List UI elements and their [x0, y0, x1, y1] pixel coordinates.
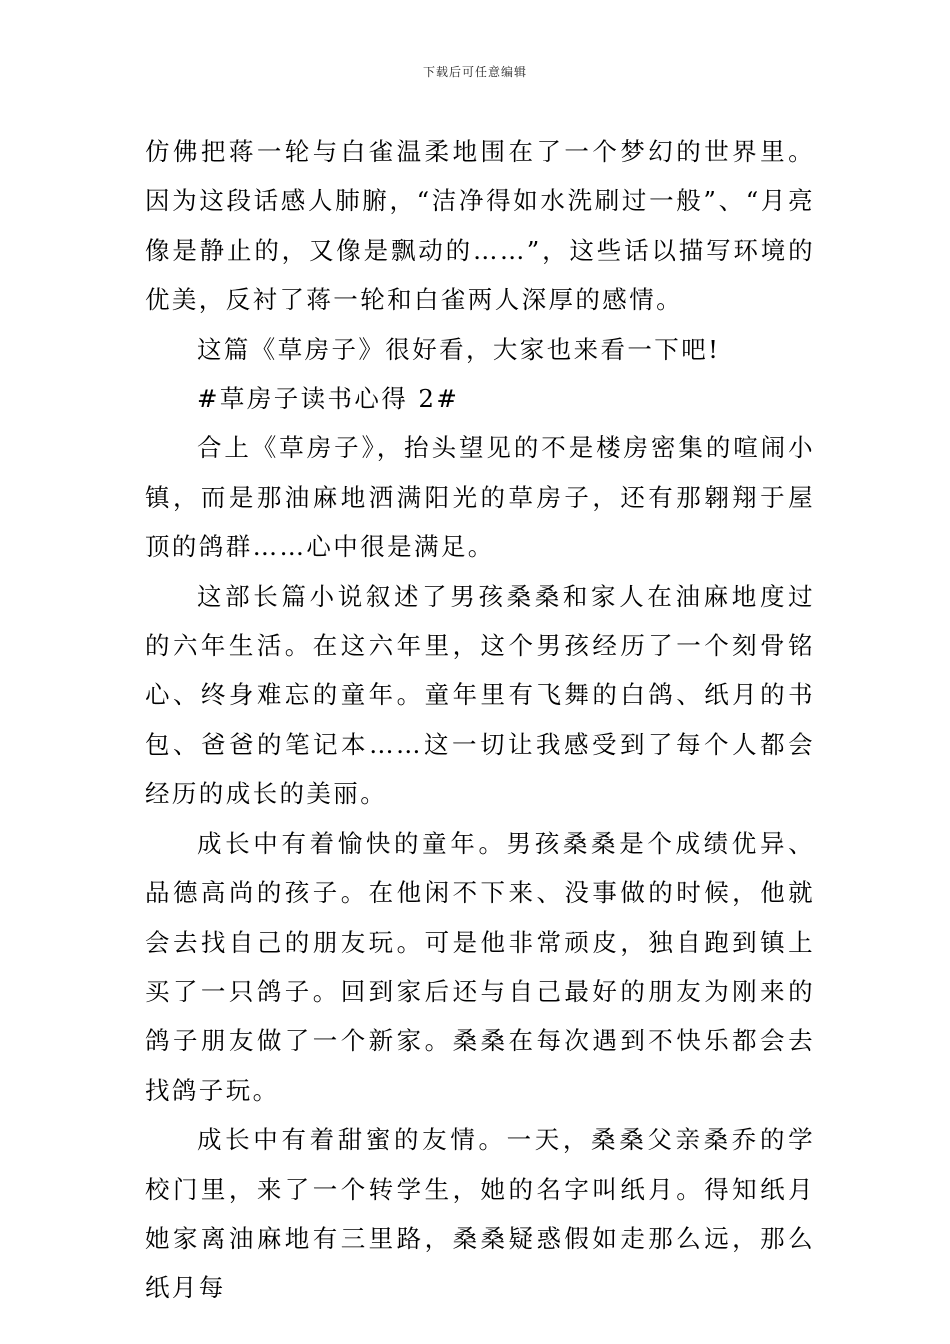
page-header: 下载后可任意编辑	[422, 65, 527, 79]
section-heading: #草房子读书心得 2#	[197, 384, 460, 414]
paragraph-intro: 合上《草房子》，抬头望见的不是楼房密集的喧闹小镇，而是那油麻地洒满阳光的草房子，还有那翱翔于屋顶的鸽群……心中很是满足。	[145, 433, 815, 562]
paragraph-summary: 这部长篇小说叙述了男孩桑桑和家人在油麻地度过的六年生活。在这六年里，这个男孩经历了一个刻骨铭心、终身难忘的童年。童年里有飞舞的白鸽、纸月的书包、爸爸的笔记本……这一切让我感受到了每个人都会经历的成长的美丽。	[145, 581, 815, 809]
paragraph-childhood: 成长中有着愉快的童年。男孩桑桑是个成绩优异、品德高尚的孩子。在他闲不下来、没事做的时候，他就会去找自己的朋友玩。可是他非常顽皮，独自跑到镇上买了一只鸽子。回到家后还与自己最好的朋友为刚来的鸽子朋友做了一个新家。桑桑在每次遇到不快乐都会去找鸽子玩。	[145, 828, 815, 1105]
paragraph-friendship: 成长中有着甜蜜的友情。一天，桑桑父亲桑乔的学校门里，来了一个转学生，她的名字叫纸月。得知纸月她家离油麻地有三里路，桑桑疑惑假如走那么远，那么纸月每	[145, 1125, 815, 1303]
paragraph-continuation: 仿佛把蒋一轮与白雀温柔地围在了一个梦幻的世界里。因为这段话感人肺腑，“洁净得如水洗刷过一般”、“月亮像是静止的，又像是飘动的……”，这些话以描写环境的优美，反衬了蒋一轮和白雀两人深厚的感情。	[145, 137, 815, 315]
document-body	[145, 127, 815, 1313]
paragraph-recommendation: 这篇《草房子》很好看，大家也来看一下吧!	[197, 334, 721, 364]
